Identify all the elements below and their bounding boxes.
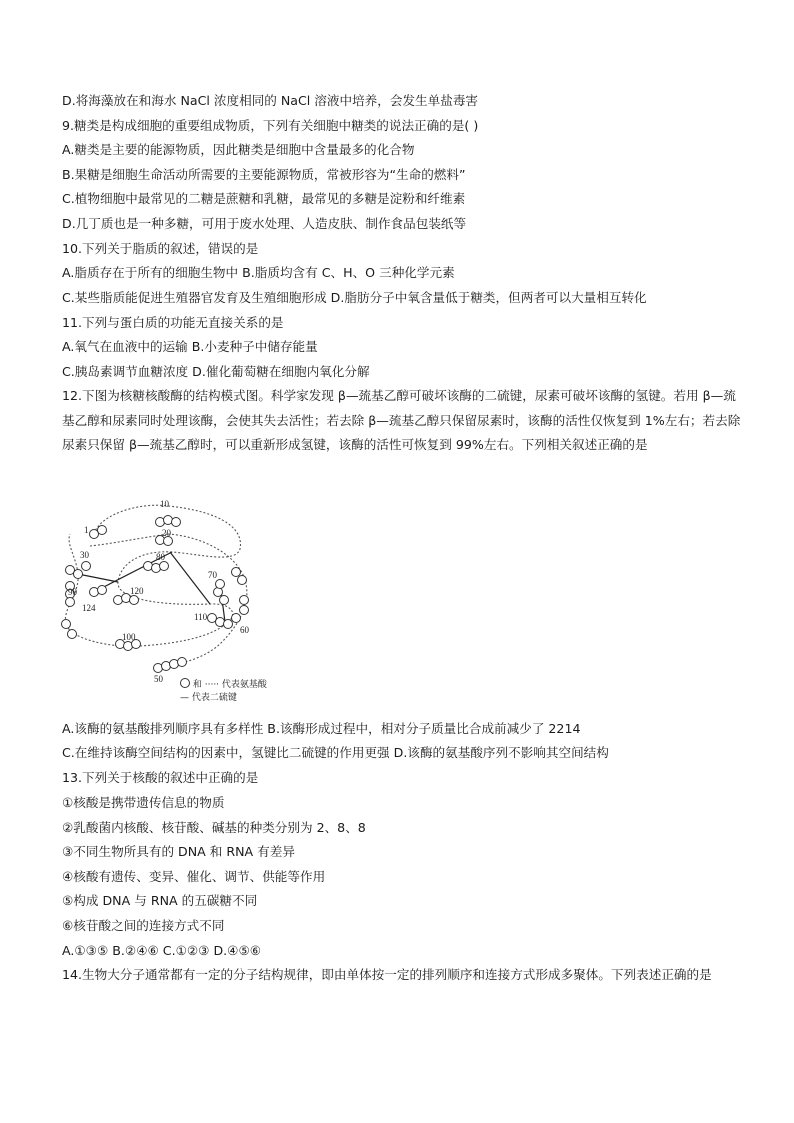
- q13-statement-1: ①核酸是携带遗传信息的物质: [62, 795, 225, 810]
- q13-statement-4: ④核酸有遗传、变异、催化、调节、供能等作用: [62, 869, 326, 884]
- residue-label-1: 1: [84, 525, 89, 535]
- residue-label-30: 30: [80, 550, 89, 560]
- q9-stem: 9.糖类是构成细胞的重要组成物质，下列有关细胞中糖类的说法正确的是( ): [62, 118, 479, 133]
- residue-label-60: 60: [240, 625, 249, 635]
- q13-statement-5: ⑤构成 DNA 与 RNA 的五碳糖不同: [62, 893, 258, 908]
- q13-stem: 13.下列关于核酸的叙述中正确的是: [62, 770, 259, 785]
- residue-label-70: 70: [208, 570, 217, 580]
- q10-options-cd: C.某些脂质能促进生殖器官发育及生殖细胞形成 D.脂肪分子中氧含量低于糖类，但两者可以大量相互转化: [62, 290, 647, 305]
- q12-options-cd: C.在维持该酶空间结构的因素中，氢键比二硫键的作用更强 D.该酶的氨基酸序列不影响其空间结构: [62, 745, 609, 760]
- q9-option-c: C.植物细胞中最常见的二糖是蔗糖和乳糖，最常见的多糖是淀粉和纤维素: [62, 191, 466, 206]
- q13-statement-6: ⑥核苷酸之间的连接方式不同: [62, 918, 225, 933]
- residue-label-20: 20: [162, 528, 171, 538]
- figure-legend-line: — 代表二硫键: [180, 693, 237, 703]
- residue-label-10: 10: [160, 499, 169, 509]
- q12-stem: 12.下图为核糖核酸酶的结构模式图。科学家发现 β—巯基乙醇可破坏该酶的二硫键，尿素可破坏该酶的氢键。若用 β—巯基乙醇和尿素同时处理该酶，会使其失去活性；若去除 β—巯基乙醇只保留尿素时，该酶的活性仅恢复到 1%左右；若去除尿素只保留 β—巯基乙醇时，可以重新形成氢键，该酶的活性可恢复到 99%左右。下列相关叙述正确的是: [62, 388, 741, 452]
- q10-stem: 10.下列关于脂质的叙述，错误的是: [62, 241, 259, 256]
- figure-legend-circle: 和 ····· 代表氨基酸: [180, 677, 267, 690]
- ribonuclease-structure-figure: [60, 494, 290, 694]
- amino-acid-circle-icon: [180, 678, 190, 688]
- q10-options-ab: A.脂质存在于所有的细胞生物中 B.脂质均含有 C、H、O 三种化学元素: [62, 265, 455, 280]
- q11-stem: 11.下列与蛋白质的功能无直接关系的是: [62, 315, 284, 330]
- q13-statement-3: ③不同生物所具有的 DNA 和 RNA 有差异: [62, 844, 295, 859]
- q9-option-b: B.果糖是细胞生命活动所需要的主要能源物质，常被形容为“生命的燃料”: [62, 167, 466, 182]
- q11-options-cd: C.胰岛素调节血糖浓度 D.催化葡萄糖在细胞内氧化分解: [62, 364, 370, 379]
- q9-option-d: D.几丁质也是一种多糖，可用于废水处理、人造皮肤、制作食品包装纸等: [62, 216, 467, 231]
- q9-option-a: A.糖类是主要的能源物质，因此糖类是细胞中含量最多的化合物: [62, 142, 415, 157]
- residue-label-110: 110: [194, 612, 208, 622]
- residue-label-124: 124: [82, 603, 96, 613]
- q12-options-ab: A.该酶的氨基酸排列顺序具有多样性 B.该酶形成过程中，相对分子质量比合成前减少了 2214: [62, 721, 581, 736]
- residue-label-90: 90: [68, 587, 77, 597]
- residue-label-120: 120: [130, 586, 144, 596]
- q8-option-d: D.将海藻放在和海水 NaCl 浓度相同的 NaCl 溶液中培养，会发生单盐毒害: [62, 93, 479, 108]
- q13-options: A.①③⑤ B.②④⑥ C.①②③ D.④⑤⑥: [62, 943, 262, 958]
- residue-label-80: 80: [156, 552, 165, 562]
- q13-statement-2: ②乳酸菌内核酸、核苷酸、碱基的种类分别为 2、8、8: [62, 820, 366, 835]
- residue-label-100: 100: [122, 632, 136, 642]
- q14-stem: 14.生物大分子通常都有一定的分子结构规律，即由单体按一定的排列顺序和连接方式形成多聚体。下列表述正确的是: [62, 967, 712, 982]
- residue-label-50: 50: [154, 674, 163, 684]
- q11-options-ab: A.氧气在血液中的运输 B.小麦种子中储存能量: [62, 339, 318, 354]
